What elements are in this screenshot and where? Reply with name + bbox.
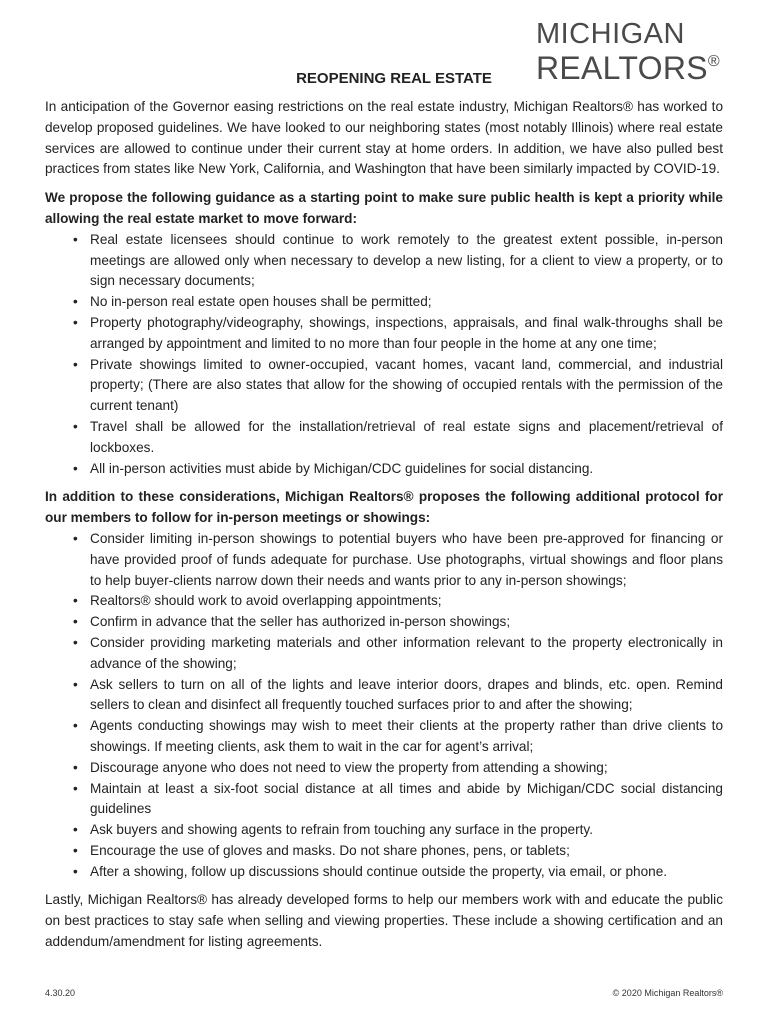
list-item [45,820,723,841]
list-item [45,292,723,313]
bullet-icon: • [73,294,78,310]
list-item-text: Travel shall be allowed for the installation/retrieval of real estate signs and placement/retrieval of lockboxes. [90,418,723,455]
list-item-text: Agents conducting showings may wish to meet their clients at the property rather than drive clients to showings. If meeting clients, ask them to wait in the car for agent’s arrival; [90,718,723,754]
list-item [45,633,723,675]
list-item [45,841,723,862]
footer-copyright: © 2020 Michigan Realtors® [612,988,723,998]
list-item-text: Real estate licensees should continue to work remotely to the greatest extent possible, in-person meetings are allowed only when necessary to develop a new listing, for a client to view a property, or to sign necessary documents; [90,231,723,289]
list-item-text: Property photography/videography, showings, inspections, appraisals, and final walk-throughs shall be arranged by appointment and limited to no more than four people in the home at any one time; [90,314,723,351]
bullet-icon: • [73,231,78,247]
list-item [45,591,723,612]
bullet-icon: • [73,593,78,609]
list-item [45,529,723,591]
intro-paragraph: In anticipation of the Governor easing restrictions on the real estate industry, Michigan Realtors® has worked to develop proposed guidelines. We have looked to our neighboring states (most notably Illinois) where real estate services are allowed to continue under their current stay at home orders. In addition, we have also pulled best practices from states like New York, California, and Washington that have been similarly impacted by COVID-19. [45,99,723,177]
list-item [45,758,723,779]
bullet-icon: • [73,718,78,734]
section1-list [45,230,723,480]
bullet-icon: • [73,759,78,775]
list-item [45,612,723,633]
logo-registered-mark: ® [707,53,720,70]
list-item-text: Private showings limited to owner-occupied, vacant homes, vacant land, commercial, and industrial property; (There are also states that allow for the showing of occupied rentals with the permission of the current tenant) [90,356,723,414]
section2-list [45,529,723,883]
section2-heading: In addition to these considerations, Michigan Realtors® proposes the following additional protocol for our members to follow for in-person meetings or showings: [45,489,723,526]
logo-realtors-text: REALTORS [535,50,708,86]
bullet-icon: • [73,780,78,796]
bullet-icon: • [73,614,78,630]
bullet-icon: • [73,460,78,476]
list-item [45,417,723,459]
bullet-icon: • [73,676,78,692]
list-item [45,779,723,821]
list-item [45,313,723,355]
bullet-icon: • [73,634,78,650]
page-footer [45,988,723,998]
bullet-icon: • [73,418,78,434]
page-title [0,70,768,87]
bullet-icon: • [73,356,78,372]
list-item-text: After a showing, follow up discussions should continue outside the property, via email, or phone. [90,863,668,879]
list-item [45,230,723,292]
list-item [45,355,723,417]
list-item-text: Ask buyers and showing agents to refrain from touching any surface in the property. [90,822,593,838]
footer-date: 4.30.20 [45,988,76,998]
list-item-text: All in-person activities must abide by Michigan/CDC guidelines for social distancing. [90,460,594,476]
list-item-text: Maintain at least a six-foot social distance at all times and abide by Michigan/CDC social distancing guidelines [90,780,723,817]
bullet-icon: • [73,314,78,330]
bullet-icon: • [73,842,78,858]
section1-heading: We propose the following guidance as a starting point to make sure public health is kept a priority while allowing the real estate market to move forward: [45,190,723,226]
list-item [45,459,723,480]
list-item [45,675,723,717]
document-body [45,97,723,953]
page-title-text: REOPENING REAL ESTATE [296,70,492,87]
list-item-text: No in-person real estate open houses shall be permitted; [90,294,432,310]
bullet-icon: • [73,863,78,879]
bullet-icon: • [73,822,78,838]
list-item-text: Ask sellers to turn on all of the lights and leave interior doors, drapes and blinds, etc. open. Remind sellers to clean and disinfect all frequently touched surfaces prior to and after the showing; [90,676,723,713]
list-item-text: Consider providing marketing materials and other information relevant to the property electronically in advance of the showing; [90,634,723,671]
list-item-text: Confirm in advance that the seller has authorized in-person showings; [90,614,511,630]
list-item [45,862,723,883]
logo-line-michigan: MICHIGAN [535,18,685,50]
list-item-text: Realtors® should work to avoid overlapping appointments; [90,593,442,609]
closing-paragraph: Lastly, Michigan Realtors® has already developed forms to help our members work with and educate the public on best practices to stay safe when selling and viewing properties. These include a showing certification and an addendum/amendment for listing agreements. [45,892,723,950]
list-item-text: Encourage the use of gloves and masks. Do not share phones, pens, or tablets; [90,842,570,858]
list-item-text: Discourage anyone who does not need to view the property from attending a showing; [90,759,608,775]
bullet-icon: • [73,530,78,546]
list-item-text: Consider limiting in-person showings to potential buyers who have been pre-approved for financing or have provided proof of funds adequate for purchase. Use photographs, virtual showings and floor plans to help buyer-clients narrow down their needs and wants prior to any in-person showings; [90,530,723,588]
list-item [45,716,723,758]
